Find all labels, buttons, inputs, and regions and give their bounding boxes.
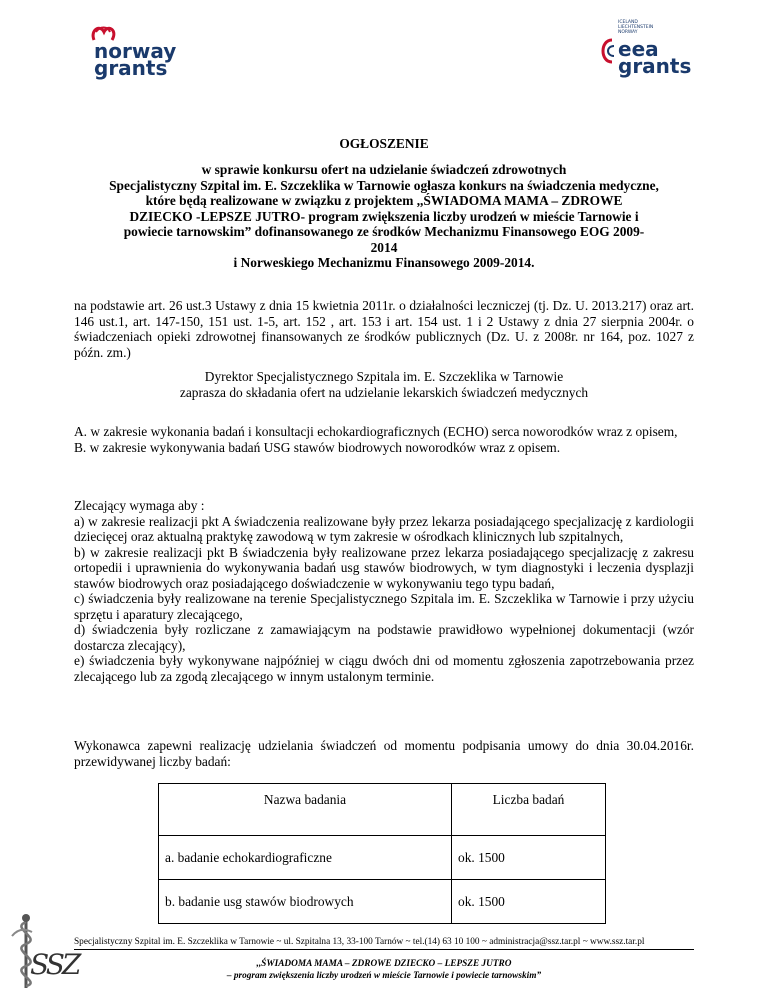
requirement-b: b) w zakresie realizacji pkt B świadczenia były realizowane przez lekarza posiadającego specjalizację z zakresu ortopedii i uprawnienia do wykonywania badań usg stawów biodrowych, w tym diagnostyki i leczenia dysplazji stawów biodrowych oraz posiadającego doświadczenie w wykonywaniu tego typu badań, (74, 544, 694, 591)
table-row (159, 836, 606, 880)
eea-swirl-icon (598, 36, 618, 66)
requirements-block (74, 498, 694, 684)
table-cell: ok. 1500 (452, 836, 606, 880)
scope-item-b: B. w zakresie wykonywania badań USG stawów biodrowych noworodków wraz z opisem. (74, 439, 561, 455)
table-cell: a. badanie echokardiograficzne (159, 836, 452, 880)
subtitle-line: powiecie tarnowskim” dofinansowanego ze środków Mechanizmu Finansowego EOG 2009- (123, 224, 645, 239)
norway-logo-line2: grants (94, 56, 168, 80)
norway-grants-logo (86, 22, 176, 78)
table-row (159, 880, 606, 924)
subtitle-line: DZIECKO -LEPSZE JUTRO- program zwiększenia liczby urodzeń w mieście Tarnowie i (129, 208, 639, 224)
eea-logo-line1: eea (618, 37, 659, 61)
subtitle-line: w sprawie konkursu ofert na udzielanie świadczeń zdrowotnych (201, 162, 567, 177)
requirements-intro: Zlecający wymaga aby : (74, 498, 205, 513)
invitation-block (74, 369, 694, 400)
contractor-paragraph: Wykonawca zapewni realizację udzielania świadczeń od momentu podpisania umowy do dnia 30.04.2016r. przewidywanej liczby badań: (74, 738, 694, 769)
subtitle-line: Specjalistyczny Szpital im. E. Szczeklika w Tarnowie ogłasza konkurs na świadczenia medyczne, (109, 177, 659, 193)
hospital-logo-text: SSZ (30, 948, 79, 981)
scope-block (74, 424, 694, 455)
footer-project-line2: – program zwiększenia liczby urodzeń w mieście Tarnowie i powiecie tarnowskim” (226, 971, 542, 981)
table-header-cell: Nazwa badania (159, 784, 452, 836)
eea-country-1: ICELAND (618, 20, 638, 25)
requirement-d: d) świadczenia były rozliczane z zamawiającym na podstawie prawidłowo wypełnionej dokumentacji (wzór dostarcza zlecający), (74, 622, 694, 653)
subtitle-line: i Norweskiego Mechanizmu Finansowego 2009-2014. (233, 255, 535, 270)
document-subtitle (70, 162, 698, 271)
eea-logo-line2: grants (618, 54, 692, 78)
table-header-row (159, 784, 606, 836)
requirement-c: c) świadczenia były realizowane na terenie Specjalistycznego Szpitala im. E. Szczeklika w Tarnowie i przy użyciu sprzętu i aparatury zlecającego, (74, 591, 694, 622)
norway-logo-line1: norway (94, 39, 177, 63)
eea-grants-logo (598, 14, 692, 78)
legal-basis-paragraph: na podstawie art. 26 ust.3 Ustawy z dnia 15 kwietnia 2011r. o działalności leczniczej (tj. Dz. U. 2013.217) oraz art. 146 ust.1, art. 147-150, 151 ust. 1-5, art. 152 , art. 153 i art. 154 ust. 1 i 2 Ustawy z dnia 27 sierpnia 2004r. o świadczeniach opieki zdrowotnej finansowanych ze środków publicznych (Dz. U. z 2008r. nr 164, poz. 1027 z późn. zm.) (74, 298, 694, 360)
footer-divider (74, 949, 694, 950)
footer-project-line1: ,,ŚWIADOMA MAMA – ZDROWE DZIECKO – LEPSZE JUTRO (256, 959, 512, 969)
requirement-a: a) w zakresie realizacji pkt A świadczenia realizowane były przez lekarza posiadającego specjalizację z kardiologii dziecięcej oraz aktualną praktykę zawodową w tym zakresie w ośrodkach klinicznych lub szpitalnych, (74, 513, 694, 544)
invitation-line: Dyrektor Specjalistycznego Szpitala im. E. Szczeklika w Tarnowie (204, 369, 564, 384)
eea-country-3: NORWAY (618, 30, 638, 35)
hospital-logo (6, 912, 79, 992)
requirement-e: e) świadczenia były wykonywane najpóźniej w ciągu dwóch dni od momentu zgłoszenia zapotrzebowania przez zlecającego lub za zgodą zlecającego w innym ustalonym terminie. (74, 653, 694, 684)
scope-item-a: A. w zakresie wykonania badań i konsultacji echokardiograficznych (ECHO) serca noworodków wraz z opisem, (74, 424, 678, 439)
table-header-cell: Liczba badań (452, 784, 606, 836)
subtitle-line: 2014 (370, 239, 398, 255)
exams-table (158, 783, 606, 924)
subtitle-line: które będą realizowane w związku z projektem ,,ŚWIADOMA MAMA – ZDROWE (145, 193, 623, 208)
eea-country-2: LIECHTENSTEIN (618, 25, 654, 30)
invitation-line: zaprasza do składania ofert na udzielanie lekarskich świadczeń medycznych (179, 384, 589, 400)
footer-address: Specjalistyczny Szpital im. E. Szczeklika w Tarnowie ~ ul. Szpitalna 13, 33-100 Tarnów ~ tel.(14) 63 10 100 ~ administracja@ssz.tar.pl ~ www.ssz.tar.pl (74, 937, 645, 947)
document-title: OGŁOSZENIE (339, 136, 429, 151)
table-cell: b. badanie usg stawów biodrowych (159, 880, 452, 924)
table-cell: ok. 1500 (452, 880, 606, 924)
